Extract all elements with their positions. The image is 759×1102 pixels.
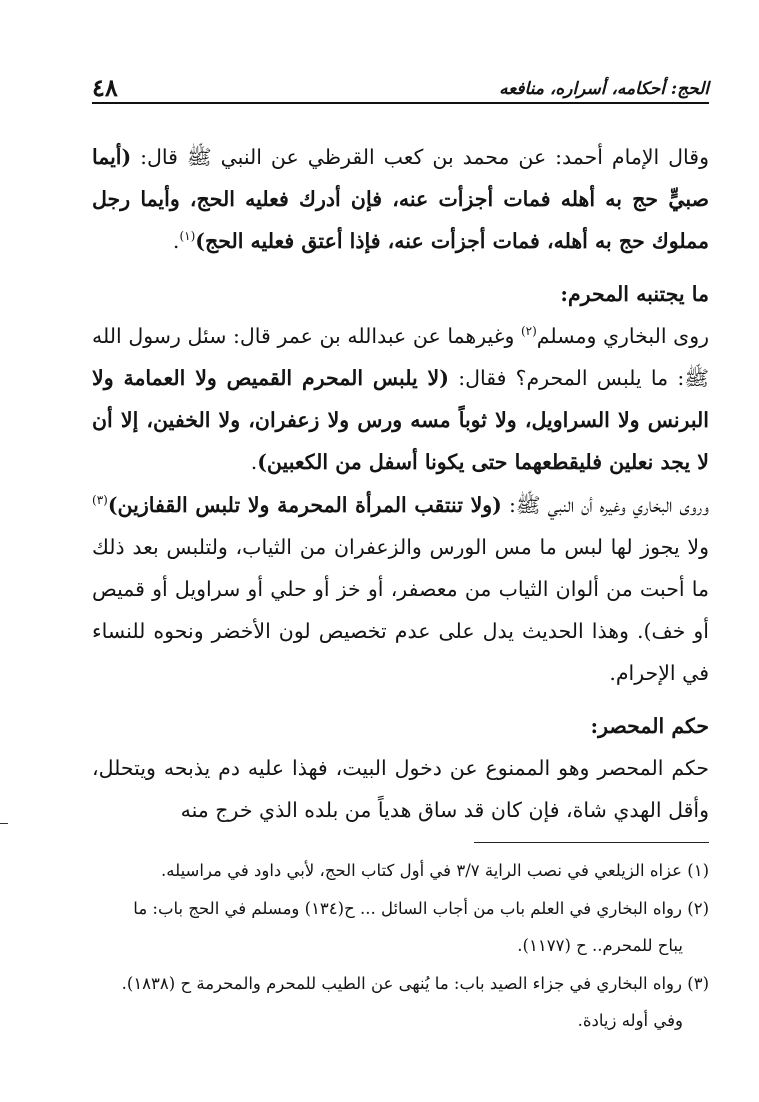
- section-heading-muhsar: حكم المحصر:: [590, 713, 709, 738]
- footnote-2: (٢) رواه البخاري في العلم باب من أجاب السائل ... ح(١٣٤) ومسلم في الحج باب: ما: [133, 898, 709, 918]
- footnote-divider: [474, 842, 709, 843]
- margin-mark: [0, 823, 8, 824]
- footnote-ref: (٣): [92, 492, 108, 507]
- paragraph-muhsar-ruling: حكم المحصر وهو الممنوع عن دخول البيت، فهذا عليه دم يذبحه ويتحلل، وأقل الهدي شاة، فإن كان قد ساق هدياً من بلده الذي خرج منه: [92, 755, 709, 823]
- footnotes: [92, 852, 709, 1040]
- section-heading-muhrim-avoids: ما يجتنبه المحرم:: [560, 281, 709, 306]
- paragraph-text: ولا يجوز لها لبس ما مس الورس والزعفران من الثياب، ولتلبس بعد ذلك ما أحبت من ألوان الثياب من معصفر، أو خز أو حلي أو سراويل أو قميص أو خف). وهذا الحديث يدل على عدم تخصيص لون الأخضر ونحوه للنساء في الإحرام.: [92, 534, 709, 686]
- footnote-1: (١) عزاه الزيلعي في نصب الراية ٣/٧ في أول كتاب الحج، لأبي داود في مراسيله.: [161, 861, 709, 880]
- hadith-quote: (أيما صبيٍّ حج به أهله فمات أجزأت عنه، فإن أدرك فعليه الحج، وأيما رجل مملوك حج به أهله، فمات أجزأت عنه، فإذا أعتق فعليه الحج): [92, 145, 709, 254]
- paragraph-end: .: [172, 229, 180, 254]
- paragraph-text: وروى البخاري وغيره أن النبي ﷺ:: [501, 492, 709, 517]
- running-title: الحج: أحكامه، أسراره، منافعه: [499, 79, 709, 99]
- footnote-3-continued: وفي أوله زيادة.: [577, 1011, 683, 1030]
- page-header: [92, 72, 709, 102]
- paragraph-child-hajj: [92, 136, 709, 263]
- main-text: [92, 136, 709, 831]
- paragraph-muhrima-woman: [92, 484, 709, 695]
- hadith-quote: (لا يلبس المحرم القميص ولا العمامة ولا البرنس ولا السراويل، ولا ثوباً مسه ورس ولا زعفران، ولا الخفين، إلا أن لا يجد نعلين فليقطعهما حتى يكونا أسفل من الكعبين): [92, 366, 709, 475]
- hadith-quote: (ولا تنتقب المرأة المحرمة ولا تلبس القفازين): [107, 492, 502, 517]
- paragraph-muhrim-clothing: [92, 315, 709, 484]
- paragraph-text: وغيرهما عن عبدالله بن عمر قال: سئل رسول الله ﷺ: ما يلبس المحرم؟ فقال:: [92, 323, 709, 391]
- footnote-ref: (٢): [520, 323, 537, 338]
- page-number: ٤٨: [92, 73, 118, 102]
- paragraph-end: .: [250, 450, 258, 475]
- footnote-2-continued: يباح للمحرم.. ح (١١٧٧).: [517, 936, 683, 955]
- paragraph-text: روى البخاري ومسلم: [536, 323, 709, 348]
- paragraph-text: وقال الإمام أحمد: عن محمد بن كعب القرظي عن النبي ﷺ قال:: [131, 145, 709, 169]
- header-divider: [92, 102, 709, 104]
- footnote-ref: (١): [179, 229, 196, 244]
- footnote-3: (٣) رواه البخاري في جزاء الصيد باب: ما يُنهى عن الطيب للمحرم والمحرمة ح (١٨٣٨).: [121, 973, 709, 993]
